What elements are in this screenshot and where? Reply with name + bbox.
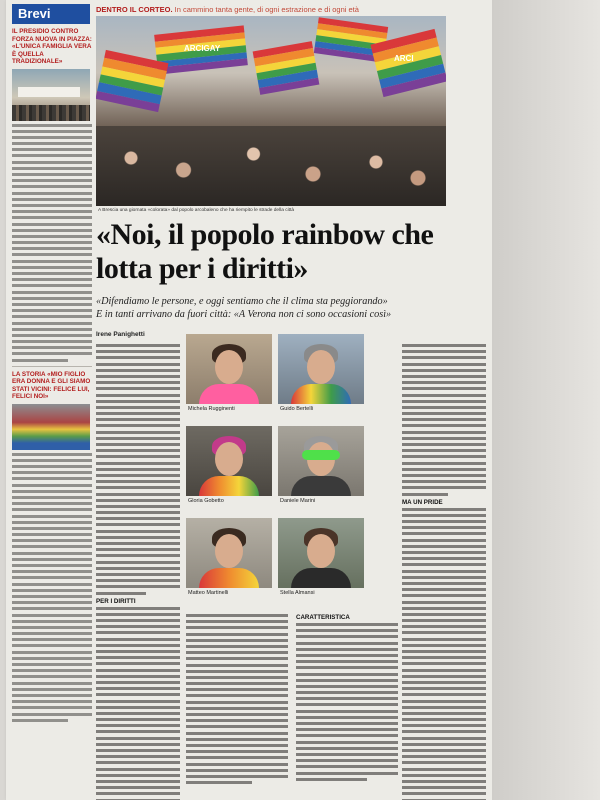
article-column-2	[186, 614, 288, 787]
flag-text-2: ARCI	[394, 54, 414, 63]
newspaper-page	[6, 0, 492, 800]
photo-caption: A Brescia una giornata «colorata» dal popolo arcobaleno che ha riempito le strade della città	[98, 208, 294, 213]
crowd	[96, 126, 446, 206]
portrait-caption: Gloria Gobetto	[188, 498, 224, 504]
portrait-photo	[278, 334, 364, 404]
portrait-caption: Stella Almansi	[280, 590, 315, 596]
brief-title-1: IL PRESIDIO CONTRO FORZA NUOVA IN PIAZZA: «L'UNICA FAMIGLIA VERA È QUELLA TRADIZIONALE»	[12, 28, 92, 65]
portrait-caption: Michela Rugginenti	[188, 406, 235, 412]
kicker: DENTRO IL CORTEO.	[96, 5, 173, 14]
headline: «Noi, il popolo rainbow che lotta per i diritti»	[96, 218, 434, 285]
brief-photo-2	[12, 404, 90, 450]
protest-crowd	[12, 105, 90, 121]
brief-photo-1	[12, 69, 90, 121]
rainbow-flag	[253, 41, 320, 95]
subheadline-2: E in tanti arrivano da fuori città: «A Verona non ci sono occasioni così»	[96, 309, 392, 320]
brief-title-2: LA STORIA «MIO FIGLIO ERA DONNA E GLI SIAMO STATI VICINI: FELICE LUI, FELICI NOI»	[12, 370, 91, 401]
left-briefs-column	[12, 26, 92, 725]
hero-photo	[96, 16, 446, 206]
inline-head-ma-un-pride: MA UN PRIDE	[402, 498, 443, 506]
portrait-caption: Matteo Martinelli	[188, 590, 229, 596]
kicker-text: In cammino tanta gente, di ogni estrazione e di ogni età	[174, 5, 359, 14]
subheadline-1: «Difendiamo le persone, e oggi sentiamo che il clima sta peggiorando»	[96, 296, 388, 307]
section-label: Brevi	[12, 4, 90, 24]
green-glasses	[302, 450, 340, 460]
inline-head-caratteristica: CARATTERISTICA	[296, 614, 350, 621]
brief-body-1	[12, 124, 92, 362]
article-column-3	[296, 614, 398, 784]
portrait-photo	[186, 518, 272, 588]
inline-head-per-i-diritti: PER I DIRITTI	[96, 597, 136, 605]
portrait-caption: Guido Bertelli	[280, 406, 314, 412]
byline: Irene Panighetti	[96, 331, 145, 338]
portrait-photo	[186, 426, 272, 496]
portrait-photo	[186, 334, 272, 404]
kicker-line	[96, 5, 359, 14]
portrait-photo	[278, 426, 364, 496]
background-surface	[492, 0, 600, 800]
flag-text: ARCIGAY	[184, 44, 221, 53]
article-column-1	[96, 344, 180, 800]
brief-body-2	[12, 453, 92, 722]
portrait-caption: Daniele Marini	[280, 498, 316, 504]
article-column-4	[402, 344, 486, 800]
portrait-photo	[278, 518, 364, 588]
protest-banner	[18, 87, 80, 97]
